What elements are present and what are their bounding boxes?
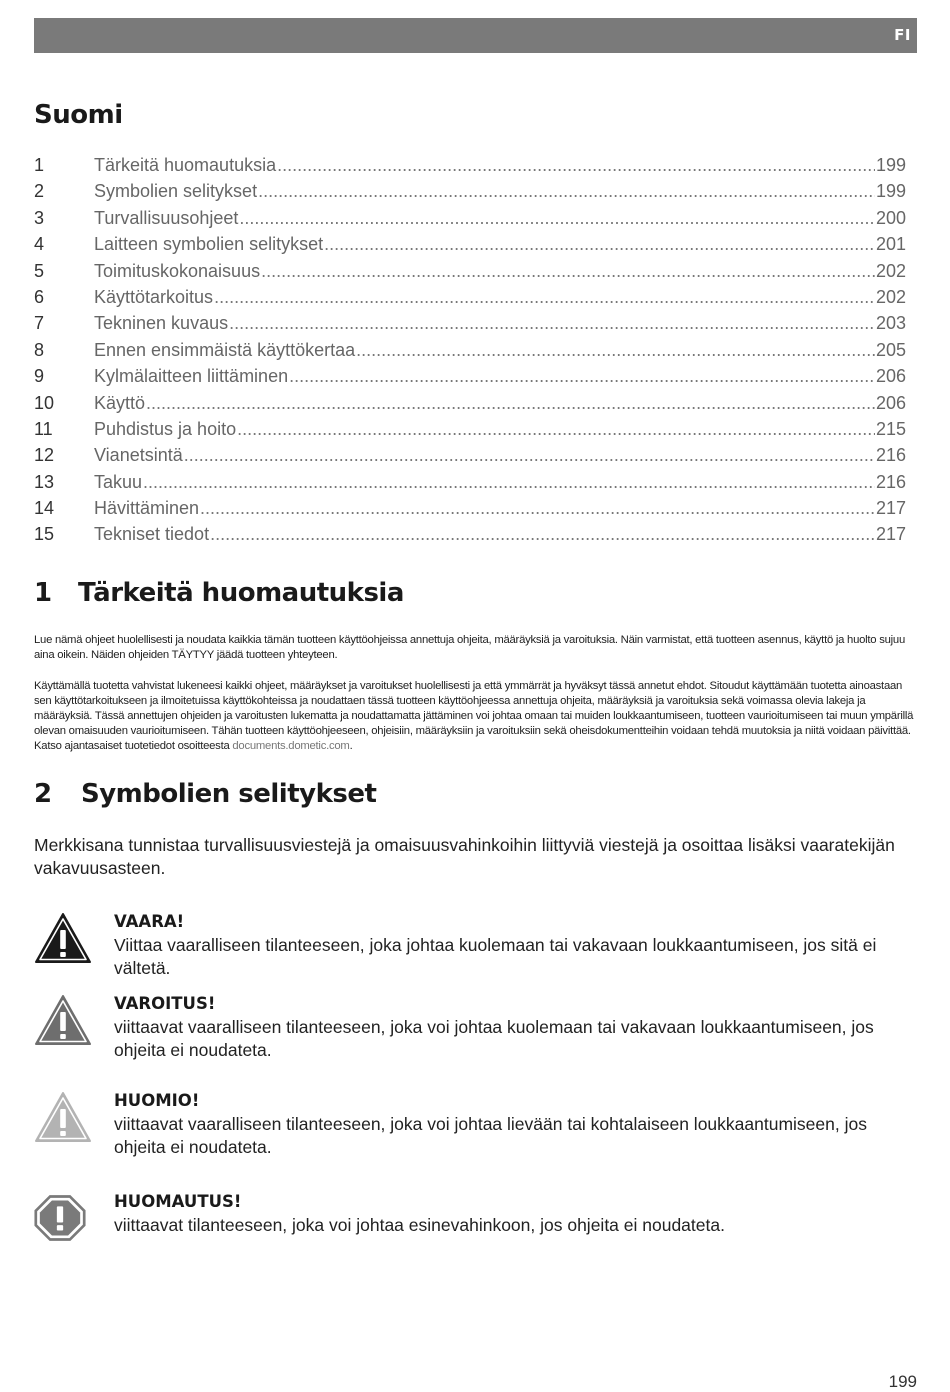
toc-leader-dots xyxy=(239,208,875,229)
toc-row[interactable] xyxy=(34,524,906,550)
table-of-contents xyxy=(34,155,906,551)
toc-leader-dots xyxy=(261,261,875,282)
toc-title: Puhdistus ja hoito xyxy=(94,418,237,439)
notice-heading: HUOMIO! xyxy=(114,1091,200,1110)
notice-body: Viittaa vaaralliseen tilanteeseen, joka johtaa kuolemaan tai vakavaan loukkaantumiseen, jos sitä ei vältetä. xyxy=(114,935,877,978)
header-bar xyxy=(34,18,917,53)
section-number: 2 xyxy=(34,779,52,809)
toc-leader-dots xyxy=(210,524,875,545)
toc-page: 200 xyxy=(875,207,906,228)
toc-title: Ennen ensimmäistä käyttökertaa xyxy=(94,339,356,360)
toc-title: Käyttö xyxy=(94,392,146,413)
notice-heading: HUOMAUTUS! xyxy=(114,1192,242,1211)
toc-title: Vianetsintä xyxy=(94,445,183,466)
toc-title: Käyttötarkoitus xyxy=(94,286,214,307)
toc-number: 14 xyxy=(34,498,55,519)
toc-title: Tekniset tiedot xyxy=(94,524,210,545)
toc-leader-dots xyxy=(146,393,875,414)
caution-icon xyxy=(34,1091,92,1143)
toc-leader-dots xyxy=(214,287,875,308)
section-title: Tärkeitä huomautuksia xyxy=(78,578,404,608)
toc-title: Toimituskokonaisuus xyxy=(94,260,261,281)
toc-number: 11 xyxy=(34,418,53,439)
toc-row[interactable] xyxy=(34,261,906,287)
toc-row[interactable] xyxy=(34,393,906,419)
page-title: Suomi xyxy=(34,100,123,130)
toc-row[interactable] xyxy=(34,287,906,313)
section-2-heading xyxy=(34,779,376,809)
toc-page: 202 xyxy=(875,260,906,281)
paragraph-text: Käyttämällä tuotetta vahvistat lukeneesi kaikki ohjeet, määräykset ja varoitukset huolellisesti ja että ymmärrät ja hyväksyt tässä annetut ehdot. Sitoudut käyttämään tuotetta ainoastaan sen käyttötarkoitukseen ja ilmoitetuissa käyttökohteissa ja noudattaen tässä tuotteen käyttöohjeessa annettuja ohjeita, määräyksiä ja varoituksia sekä voimassa olevia lakeja ja määräyksiä. Tässä annettujen ohjeiden ja varoitusten lukematta ja noudattamatta jättäminen voi johtaa omaan tai muiden loukkaantumiseen, tuotteen vaurioitumiseen tai muun ympärillä olevan omaisuuden vaurioitumiseen. Tähän tuotteen käyttöohjeeseen, ohjeisiin, määräyksiin ja varoituksiin sekä oheisdokumentteihin voidaan tehdä muutoksia ja niitä voidaan päivittää. Katso ajantasaiset tuotetiedot osoitteesta xyxy=(34,680,914,752)
toc-title: Takuu xyxy=(94,471,143,492)
toc-number: 8 xyxy=(34,339,45,360)
page-number: 199 xyxy=(888,1372,917,1391)
toc-page: 206 xyxy=(875,366,906,387)
toc-page: 217 xyxy=(875,524,906,545)
toc-row[interactable] xyxy=(34,234,906,260)
notice-body: viittaavat tilanteeseen, joka voi johtaa esinevahinkoon, jos ohjeita ei noudateta. xyxy=(114,1215,725,1235)
documents-link[interactable]: documents.dometic.com xyxy=(232,740,350,752)
toc-number: 4 xyxy=(34,234,45,255)
toc-number: 10 xyxy=(34,392,55,413)
warning-icon xyxy=(34,994,92,1046)
toc-number: 13 xyxy=(34,471,55,492)
toc-page: 201 xyxy=(875,234,906,255)
toc-title: Turvallisuusohjeet xyxy=(94,207,239,228)
toc-leader-dots xyxy=(184,445,875,466)
toc-row[interactable] xyxy=(34,181,906,207)
toc-number: 15 xyxy=(34,524,55,545)
notice-body: viittaavat vaaralliseen tilanteeseen, joka voi johtaa kuolemaan tai vakavaan loukkaantumiseen, jos ohjeita ei noudateta. xyxy=(114,1017,874,1060)
toc-page: 216 xyxy=(875,471,906,492)
section-title: Symbolien selitykset xyxy=(81,779,377,809)
section-1-heading xyxy=(34,578,404,608)
toc-number: 7 xyxy=(34,313,45,334)
toc-page: 202 xyxy=(875,286,906,307)
notice-heading: VAROITUS! xyxy=(114,994,216,1013)
toc-leader-dots xyxy=(356,340,875,361)
toc-leader-dots xyxy=(277,155,875,176)
toc-title: Kylmälaitteen liittäminen xyxy=(94,366,289,387)
paragraph-end: . xyxy=(349,740,353,752)
toc-number: 1 xyxy=(34,155,45,175)
toc-leader-dots xyxy=(237,419,875,440)
danger-warning-icon xyxy=(34,912,92,964)
toc-number: 2 xyxy=(34,181,45,202)
toc-row[interactable] xyxy=(34,498,906,524)
notice-body: viittaavat vaaralliseen tilanteeseen, joka voi johtaa lievään tai kohtalaiseen loukkaantumiseen, jos ohjeita ei noudateta. xyxy=(114,1114,867,1157)
toc-row[interactable] xyxy=(34,419,906,445)
toc-page: 217 xyxy=(875,498,906,519)
toc-leader-dots xyxy=(229,313,875,334)
toc-title: Tekninen kuvaus xyxy=(94,313,229,334)
toc-row[interactable] xyxy=(34,366,906,392)
section-1-paragraph-1: Lue nämä ohjeet huolellisesti ja noudata kaikkia tämän tuotteen käyttöohjeissa annettuja ohjeita, määräyksiä ja varoituksia. Näin varmistat, että tuotteen asennus, käyttö ja huolto sujuu aina oikein. Näiden ohjeiden TÄYTYY jäädä tuotteen yhteyteen. xyxy=(34,634,905,661)
section-number: 1 xyxy=(34,578,52,608)
section-1-paragraph-2 xyxy=(34,679,919,754)
toc-title: Tärkeitä huomautuksia xyxy=(94,155,277,175)
toc-page: 216 xyxy=(875,445,906,466)
toc-page: 203 xyxy=(875,313,906,334)
toc-title: Hävittäminen xyxy=(94,498,200,519)
toc-leader-dots xyxy=(200,498,875,519)
toc-number: 12 xyxy=(34,445,55,466)
toc-row[interactable] xyxy=(34,445,906,471)
toc-leader-dots xyxy=(289,366,875,387)
toc-row[interactable] xyxy=(34,208,906,234)
toc-leader-dots xyxy=(143,472,875,493)
toc-page: 205 xyxy=(875,339,906,360)
toc-page: 199 xyxy=(875,181,906,202)
toc-title: Laitteen symbolien selitykset xyxy=(94,234,324,255)
toc-number: 3 xyxy=(34,207,45,228)
toc-page: 215 xyxy=(875,418,906,439)
language-code: FI xyxy=(894,26,911,44)
toc-page: 199 xyxy=(875,155,906,175)
notice-heading: VAARA! xyxy=(114,912,185,931)
toc-leader-dots xyxy=(258,181,875,202)
toc-leader-dots xyxy=(324,234,875,255)
toc-number: 5 xyxy=(34,260,45,281)
toc-title: Symbolien selitykset xyxy=(94,181,258,202)
toc-page: 206 xyxy=(875,392,906,413)
toc-row[interactable] xyxy=(34,472,906,498)
toc-number: 6 xyxy=(34,286,45,307)
toc-row[interactable] xyxy=(34,340,906,366)
toc-row[interactable] xyxy=(34,155,906,181)
toc-row[interactable] xyxy=(34,313,906,339)
section-2-intro: Merkkisana tunnistaa turvallisuusviestejä ja omaisuusvahinkoihin liittyviä viestejä ja osoittaa lisäksi vaaratekijän vakavuusasteen. xyxy=(34,835,895,878)
toc-number: 9 xyxy=(34,366,45,387)
notice-octagon-icon xyxy=(34,1192,86,1244)
